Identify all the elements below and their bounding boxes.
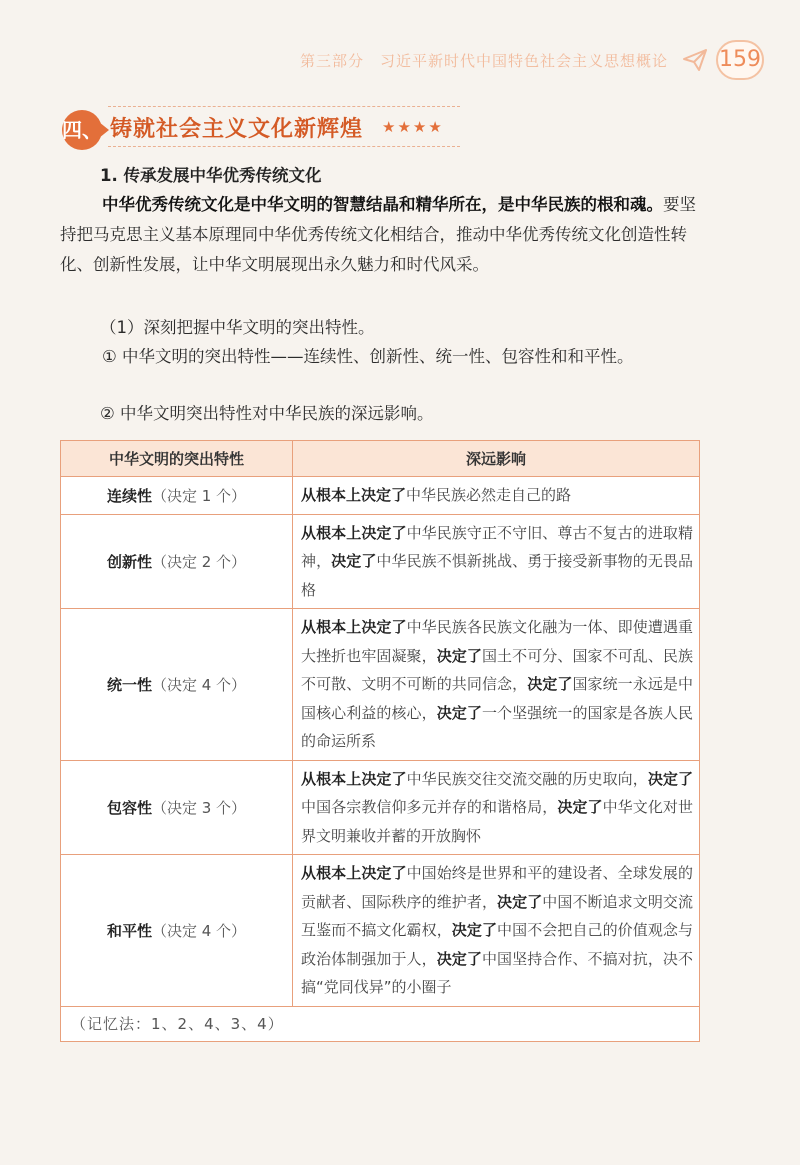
trait-count: （决定 1 个） (151, 486, 247, 505)
trait-name: 连续性 (106, 486, 152, 505)
impact-cell (293, 855, 700, 1007)
trait-count: （决定 4 个） (151, 675, 247, 694)
trait-count: （决定 4 个） (151, 921, 247, 940)
impact-cell (293, 514, 700, 609)
trait-count: （决定 2 个） (151, 552, 247, 571)
table-row (61, 477, 700, 515)
impact-text: 中华民族交往交流交融的历史取向， (406, 769, 648, 788)
impact-text: 中国始终是世界和平的建设者、全球发展的贡献者、国际秩序的维护者， (301, 864, 693, 911)
list-item: ① 中华文明的突出特性——连续性、创新性、统一性、包容性和和平性。 (102, 347, 634, 366)
table-row (61, 855, 700, 1007)
impact-cell (293, 609, 700, 761)
impact-bold: 决定了 (647, 769, 693, 788)
impact-text: 中华民族不惧新挑战、勇于接受新事物的无畏品格 (301, 552, 693, 599)
impact-bold: 从根本上决定了 (301, 864, 407, 882)
paragraph-text: 要坚持把马克思主义基本原理同中华优秀传统文化相结合，推动中华优秀传统文化创造性转化、创新性发展，让中华文明展现出永久魅力和时代风采。 (60, 195, 696, 274)
impact-text: 中国坚持合作、不搞对抗，决不搞“党同伐异”的小圈子 (301, 949, 693, 996)
trait-cell (61, 855, 293, 1007)
impact-bold: 决定了 (436, 949, 482, 968)
impact-bold: 决定了 (436, 703, 482, 722)
divider (108, 106, 460, 107)
impact-bold: 决定了 (451, 921, 498, 939)
impact-bold: 从根本上决定了 (301, 486, 407, 504)
table-row (61, 760, 700, 855)
trait-count: （决定 3 个） (151, 798, 247, 817)
impact-cell (293, 477, 700, 515)
impact-bold: 从根本上决定了 (301, 523, 407, 542)
paragraph (60, 190, 700, 280)
traits-table (60, 440, 700, 1042)
impact-text: 中华民族守正不守旧、尊古不复古的进取精神， (301, 523, 693, 570)
paragraph-bold: 中华优秀传统文化是中华文明的智慧结晶和精华所在，是中华民族的根和魂。 (102, 195, 663, 214)
importance-stars: ★★★★ (382, 118, 444, 136)
trait-cell (61, 760, 293, 855)
running-header: 第三部分 习近平新时代中国特色社会主义思想概论 (299, 52, 668, 70)
list-item: （1）深刻把握中华文明的突出特性。 (100, 318, 375, 337)
table-row (61, 609, 700, 761)
divider (108, 146, 460, 147)
impact-text: 一个坚强统一的国家是各族人民的命运所系 (301, 703, 693, 750)
trait-cell (61, 514, 293, 609)
trait-cell (61, 477, 293, 515)
page-number: 159 (716, 40, 764, 80)
column-header: 中华文明的突出特性 (61, 441, 293, 477)
mnemonic-note: （记忆法：1、2、4、3、4） (61, 1006, 700, 1041)
page-header (0, 40, 800, 84)
paper-plane-icon (682, 48, 708, 72)
trait-name: 创新性 (106, 552, 152, 571)
impact-cell (293, 760, 700, 855)
impact-bold: 决定了 (497, 892, 543, 911)
impact-bold: 从根本上决定了 (301, 618, 407, 636)
impact-text: 中华民族各民族文化融为一体、即使遭遇重大挫折也牢固凝聚， (301, 618, 693, 665)
impact-bold: 决定了 (436, 646, 482, 665)
list-item: ② 中华文明突出特性对中华民族的深远影响。 (100, 404, 434, 423)
section-title (62, 108, 462, 152)
section-badge: 四、 (62, 110, 102, 150)
impact-bold: 从根本上决定了 (301, 769, 407, 788)
impact-bold: 决定了 (527, 675, 573, 693)
impact-text: 国家统一永远是中国核心利益的核心， (301, 675, 693, 722)
trait-name: 和平性 (106, 921, 152, 940)
table-row (61, 514, 700, 609)
impact-text: 中国各宗教信仰多元并存的和谐格局， (301, 798, 558, 816)
column-header: 深远影响 (293, 441, 700, 477)
trait-cell (61, 609, 293, 761)
sub-heading: 1. 传承发展中华优秀传统文化 (100, 166, 322, 185)
trait-name: 包容性 (106, 798, 152, 817)
table-footer-row (61, 1006, 700, 1041)
trait-name: 统一性 (106, 675, 152, 694)
impact-text: 中华文化对世界文明兼收并蓄的开放胸怀 (301, 798, 693, 845)
impact-text: 中国不断追求文明交流互鉴而不搞文化霸权， (301, 892, 693, 939)
section-heading: 铸就社会主义文化新辉煌 (110, 117, 364, 142)
impact-bold: 决定了 (557, 798, 603, 816)
table-header-row (61, 441, 700, 477)
impact-text: 中国不会把自己的价值观念与政治体制强加于人， (301, 921, 693, 968)
impact-text: 国土不可分、国家不可乱、民族不可散、文明不可断的共同信念， (301, 646, 693, 693)
impact-bold: 决定了 (331, 552, 377, 570)
impact-text: 中华民族必然走自己的路 (406, 486, 572, 504)
